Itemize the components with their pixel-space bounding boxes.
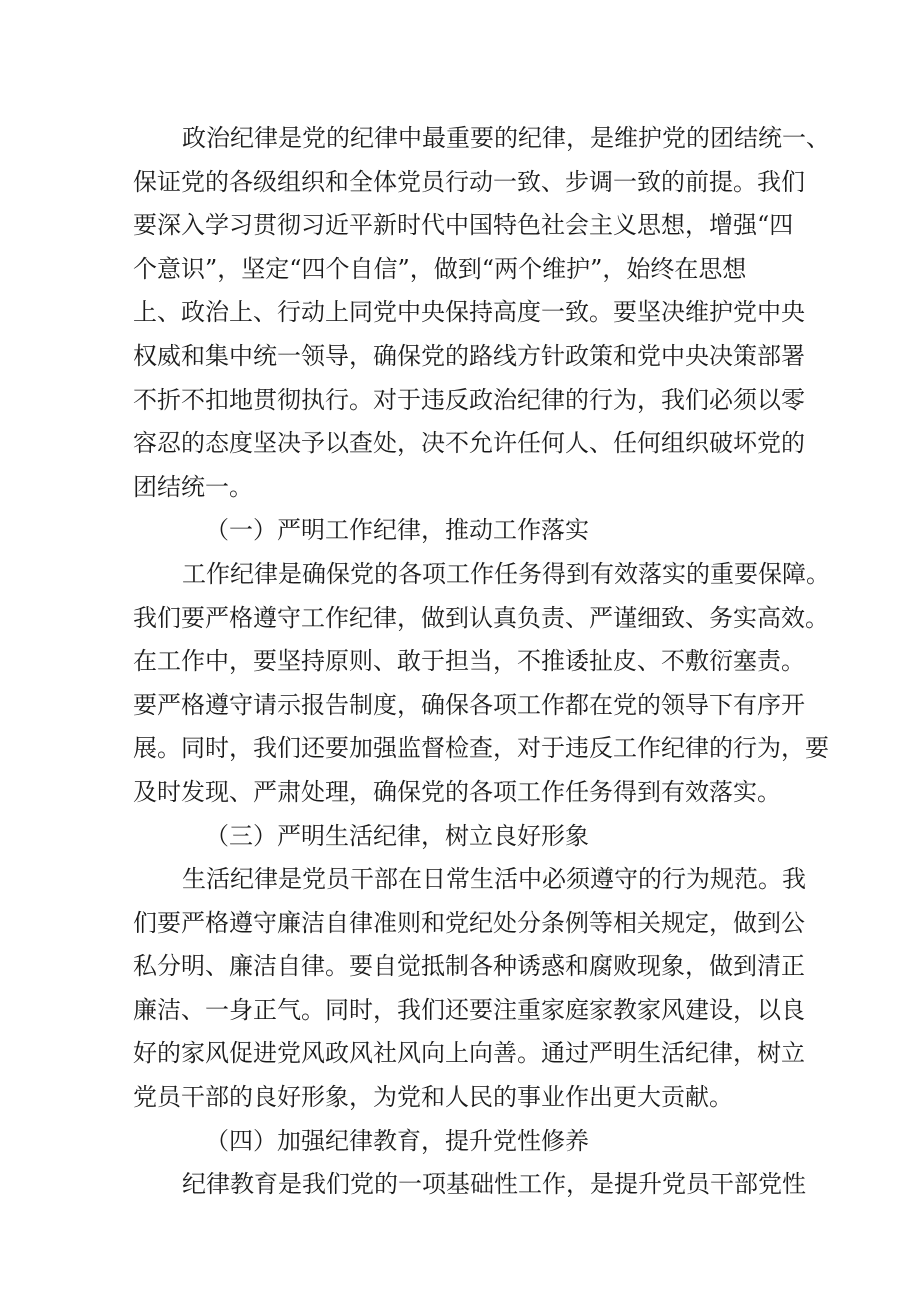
paragraph-line: 要深入学习贯彻习近平新时代中国特色社会主义思想，增强“四 (133, 211, 794, 240)
paragraph-line: 个意识”，坚定“四个自信”，做到“两个维护”，始终在思想 (133, 254, 747, 283)
document-body (133, 117, 830, 1207)
paragraph-line: 团结统一。 (133, 472, 253, 501)
paragraph-line: 及时发现、严肃处理，确保党的各项工作任务得到有效落实。 (133, 777, 781, 806)
paragraph-line: 权威和集中统一领导，确保党的路线方针政策和党中央决策部署 (133, 341, 805, 370)
paragraph-line: 不折不扣地贯彻执行。对于违反政治纪律的行为，我们必须以零 (133, 385, 805, 414)
paragraph-line: 上、政治上、行动上同党中央保持高度一致。要坚决维护党中央 (133, 298, 805, 327)
section-heading: （三）严明生活纪律，树立良好形象 (205, 821, 589, 850)
paragraph-line: 在工作中，要坚持原则、敢于担当，不推诿扯皮、不敷衍塞责。 (133, 647, 805, 676)
paragraph-line: 要严格遵守请示报告制度，确保各项工作都在党的领导下有序开 (133, 690, 805, 719)
paragraph-line: 工作纪律是确保党的各项工作任务得到有效落实的重要保障。 (182, 559, 830, 588)
paragraph-line: 们要严格遵守廉洁自律准则和党纪处分条例等相关规定，做到公 (133, 908, 805, 937)
paragraph-line: 我们要严格遵守工作纪律，做到认真负责、严谨细致、务实高效。 (133, 603, 829, 632)
paragraph-line: 好的家风促进党风政风社风向上向善。通过严明生活纪律，树立 (133, 1039, 805, 1068)
paragraph-line: 纪律教育是我们党的一项基础性工作，是提升党员干部党性 (182, 1170, 806, 1199)
paragraph-line: 廉洁、一身正气。同时，我们还要注重家庭家教家风建设，以良 (133, 995, 805, 1024)
paragraph-line: 政治纪律是党的纪律中最重要的纪律，是维护党的团结统一、 (182, 124, 830, 152)
paragraph-line: 保证党的各级组织和全体党员行动一致、步调一致的前提。我们 (133, 167, 805, 196)
section-heading: （四）加强纪律教育，提升党性修养 (205, 1126, 589, 1155)
paragraph-line: 党员干部的良好形象，为党和人民的事业作出更大贡献。 (133, 1083, 733, 1112)
paragraph-line: 私分明、廉洁自律。要自觉抵制各种诱惑和腐败现象，做到清正 (133, 952, 805, 981)
paragraph-line: 展。同时，我们还要加强监督检查，对于违反工作纪律的行为，要 (133, 734, 829, 763)
paragraph-line: 容忍的态度坚决予以查处，决不允许任何人、任何组织破坏党的 (133, 429, 805, 458)
paragraph-line: 生活纪律是党员干部在日常生活中必须遵守的行为规范。我 (182, 865, 806, 894)
section-heading: （一）严明工作纪律，推动工作落实 (205, 516, 589, 545)
